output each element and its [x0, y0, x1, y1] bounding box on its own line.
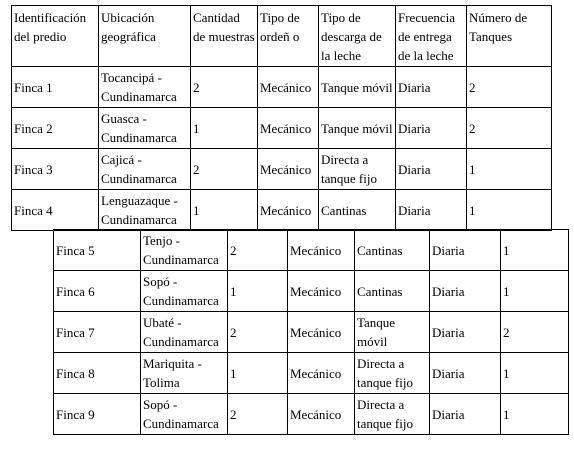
cell-predio: Finca 6 [54, 271, 141, 312]
header-ubicacion: Ubicación geográfica [99, 6, 191, 67]
header-tipo-descarga: Tipo de descarga de la leche [319, 6, 396, 67]
cell-ordeno: Mecánico [258, 108, 319, 149]
cell-ordeno: Mecánico [288, 271, 355, 312]
cell-ordeno: Mecánico [258, 190, 319, 231]
table-header-row [12, 6, 552, 67]
cell-muestras: 1 [228, 271, 288, 312]
cell-tanques: 1 [501, 271, 569, 312]
cell-predio: Finca 1 [12, 67, 99, 108]
cell-muestras: 2 [191, 67, 258, 108]
cell-ordeno: Mecánico [288, 312, 355, 353]
cell-muestras: 2 [228, 312, 288, 353]
cell-predio: Finca 5 [54, 230, 141, 271]
table-row [54, 312, 569, 353]
header-identificacion: Identificación del predio [12, 6, 99, 67]
header-tipo-ordeno: Tipo de ordeñ o [258, 6, 319, 67]
cell-predio: Finca 2 [12, 108, 99, 149]
cell-frecuencia: Diaria [430, 230, 501, 271]
cell-tanques: 1 [501, 394, 569, 435]
cell-predio: Finca 3 [12, 149, 99, 190]
cell-tanques: 2 [467, 67, 552, 108]
cell-frecuencia: Diaria [430, 394, 501, 435]
cell-ubicacion: Lenguazaque - Cundinamarca [99, 190, 191, 231]
cell-descarga: Cantinas [319, 190, 396, 231]
cell-frecuencia: Diaria [396, 149, 467, 190]
farms-table-bottom [53, 229, 569, 435]
cell-tanques: 1 [467, 190, 552, 231]
cell-descarga: Tanque móvil [355, 312, 430, 353]
cell-descarga: Directa a tanque fijo [355, 394, 430, 435]
cell-muestras: 2 [228, 230, 288, 271]
cell-ordeno: Mecánico [288, 230, 355, 271]
cell-tanques: 1 [501, 353, 569, 394]
cell-descarga: Tanque móvil [319, 67, 396, 108]
cell-predio: Finca 7 [54, 312, 141, 353]
cell-muestras: 2 [191, 149, 258, 190]
cell-tanques: 2 [501, 312, 569, 353]
cell-frecuencia: Diaria [396, 108, 467, 149]
cell-tanques: 2 [467, 108, 552, 149]
cell-descarga: Directa a tanque fijo [355, 353, 430, 394]
table-row [12, 67, 552, 108]
cell-ubicacion: Tocancipá - Cundinamarca [99, 67, 191, 108]
cell-descarga: Cantinas [355, 230, 430, 271]
cell-predio: Finca 4 [12, 190, 99, 231]
cell-predio: Finca 8 [54, 353, 141, 394]
table-row [54, 353, 569, 394]
cell-ubicacion: Cajicá - Cundinamarca [99, 149, 191, 190]
cell-frecuencia: Diaria [396, 190, 467, 231]
cell-muestras: 1 [228, 353, 288, 394]
cell-ubicacion: Ubaté - Cundinamarca [141, 312, 228, 353]
cell-tanques: 1 [467, 149, 552, 190]
cell-frecuencia: Diaria [430, 353, 501, 394]
cell-muestras: 1 [191, 108, 258, 149]
table-row [54, 271, 569, 312]
farms-table-top [11, 5, 552, 231]
cell-ubicacion: Sopó - Cundinamarca [141, 394, 228, 435]
cell-descarga: Directa a tanque fijo [319, 149, 396, 190]
cell-muestras: 2 [228, 394, 288, 435]
cell-frecuencia: Diaria [430, 312, 501, 353]
cell-ubicacion: Mariquita - Tolima [141, 353, 228, 394]
table-row [54, 394, 569, 435]
cell-ordeno: Mecánico [258, 149, 319, 190]
table-row [12, 190, 552, 231]
cell-ubicacion: Sopó - Cundinamarca [141, 271, 228, 312]
cell-muestras: 1 [191, 190, 258, 231]
cell-predio: Finca 9 [54, 394, 141, 435]
table-row [12, 108, 552, 149]
cell-frecuencia: Diaria [396, 67, 467, 108]
header-cantidad: Cantidad de muestras [191, 6, 258, 67]
cell-frecuencia: Diaria [430, 271, 501, 312]
cell-ordeno: Mecánico [288, 394, 355, 435]
cell-ubicacion: Guasca - Cundinamarca [99, 108, 191, 149]
header-frecuencia: Frecuencia de entrega de la leche [396, 6, 467, 67]
header-tanques: Número de Tanques [467, 6, 552, 67]
table-row [54, 230, 569, 271]
cell-descarga: Cantinas [355, 271, 430, 312]
table-row [12, 149, 552, 190]
cell-ordeno: Mecánico [258, 67, 319, 108]
cell-ordeno: Mecánico [288, 353, 355, 394]
cell-tanques: 1 [501, 230, 569, 271]
cell-descarga: Tanque móvil [319, 108, 396, 149]
cell-ubicacion: Tenjo - Cundinamarca [141, 230, 228, 271]
